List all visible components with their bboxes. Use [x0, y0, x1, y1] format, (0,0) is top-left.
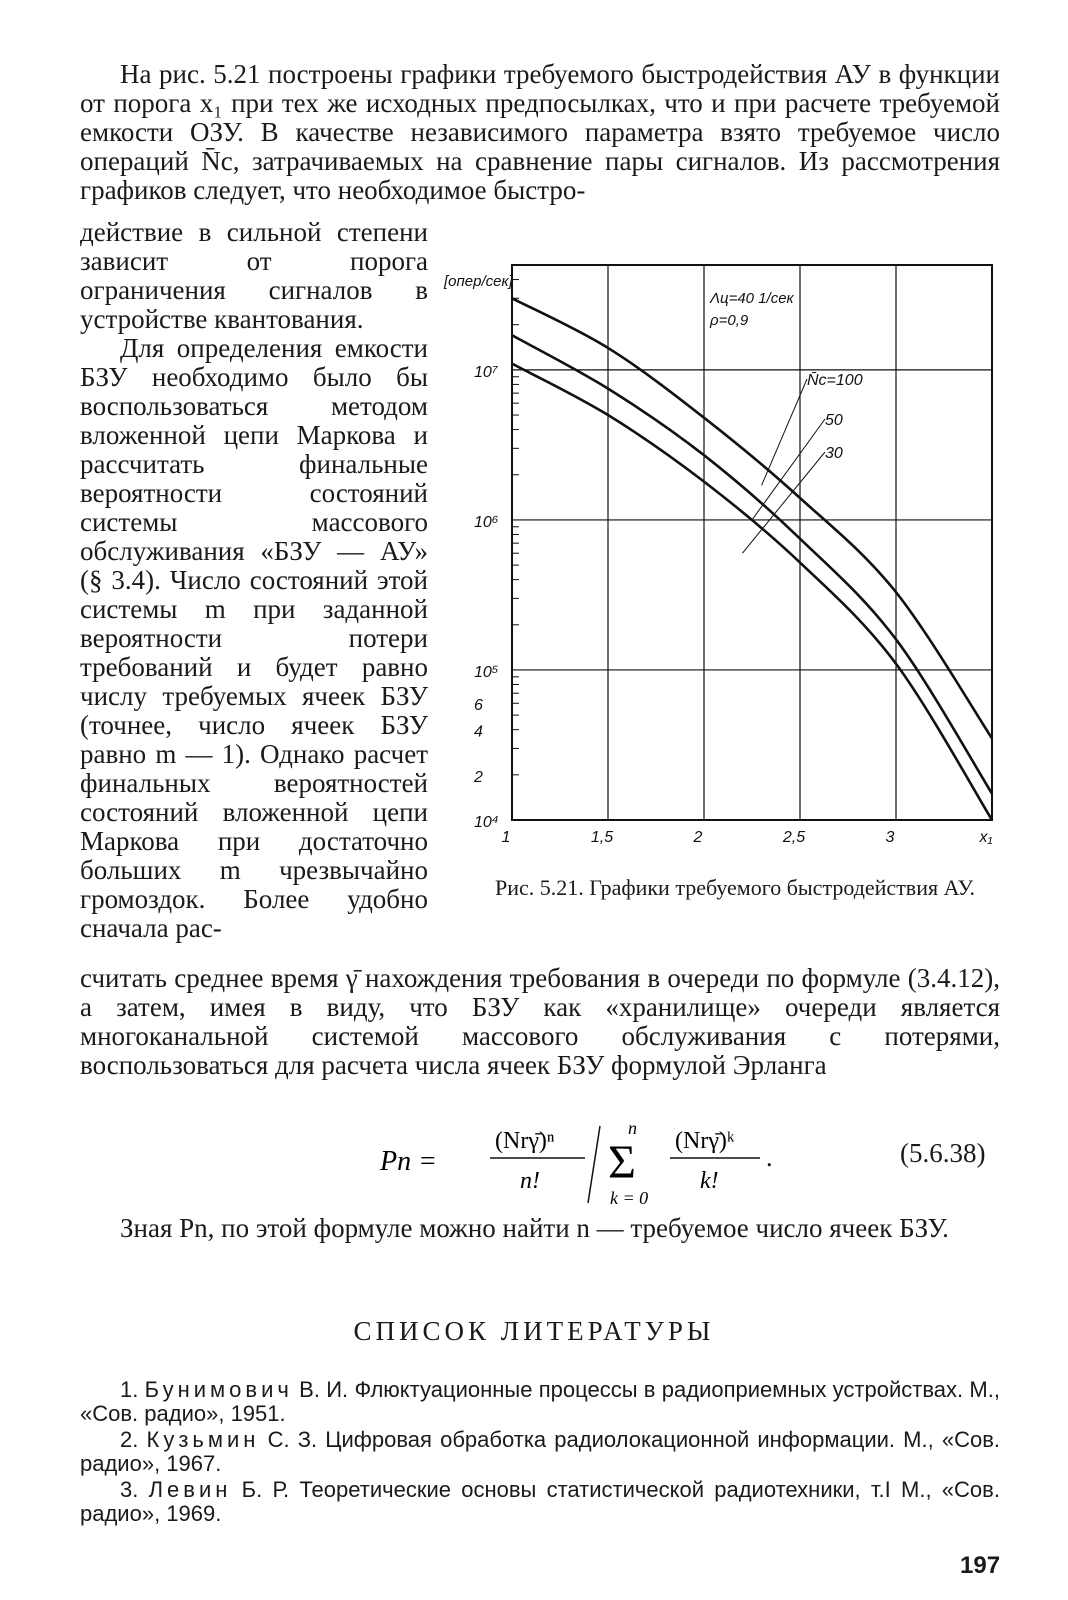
x-tick-label: 1 [501, 829, 511, 846]
continuation-paragraph: считать среднее время γ̄ нахождения требования в очереди по формуле (3.4.12), а затем, имея в виду, что БЗУ как «хранилище» очереди является многоканальной системой массового обслуживания с потерями, воспользоваться для расчета числа ячеек БЗУ формулой Эрланга [80, 963, 1000, 1080]
y-tick-label: 10⁶ [474, 513, 499, 531]
formula-numerator-2: (Nrγ̄)ᵏ [675, 1128, 735, 1154]
reference-item: 1. Бунимович В. И. Флюктуационные процессы в радиоприемных устройствах. М., «Сов. радио», 1951. [80, 1377, 1000, 1426]
y-tick-label: 6 [474, 697, 483, 715]
chart-grid [512, 265, 992, 820]
series-line [512, 364, 992, 820]
x-tick-label: 1,5 [590, 829, 614, 846]
formula-lhs: Pn = [380, 1146, 437, 1177]
reference-item: 2. Кузьмин С. З. Цифровая обработка радиолокационной информации. М., «Сов. радио», 1967. [80, 1427, 1000, 1476]
formula-numerator-1: (Nrγ̄)ⁿ [495, 1128, 555, 1154]
y-tick-label: 10⁵ [474, 663, 499, 681]
references-title: СПИСОК ЛИТЕРАТУРЫ [353, 1316, 715, 1346]
column-paragraph-1: действие в сильной степени зависит от порога ограничения сигналов в устройстве квантования. [80, 217, 428, 334]
page-number: 197 [960, 1552, 1001, 1579]
y-tick-label: 2 [474, 768, 483, 786]
y-tick-label: 4 [474, 723, 483, 741]
x-tick-label: 2 [693, 829, 703, 846]
erlang-formula [360, 1118, 880, 1208]
formula-sum-bottom: k = 0 [610, 1188, 649, 1208]
x-tick-label: 3 [885, 829, 895, 846]
chart-labels [443, 273, 993, 846]
series-leader [752, 419, 825, 520]
chart-annotation: Λц=40 1/сек [710, 290, 794, 307]
reference-item: 3. Левин Б. Р. Теоретические основы статистической радиотехники, т.I М., «Сов. радио», 1969. [80, 1477, 1000, 1526]
chart-curves [512, 298, 992, 820]
y-tick-label: 10⁷ [474, 363, 498, 381]
y-axis-label: [опер/сек] [444, 273, 513, 290]
series-line [512, 335, 992, 793]
speed-chart [440, 250, 1020, 850]
y-tick-label: 10⁴ [474, 814, 499, 831]
svg-text:.: . [766, 1143, 773, 1172]
series-label: N̄c=100 [807, 372, 863, 389]
sigma-icon: Σ [608, 1136, 636, 1189]
formula-denominator-1: n! [520, 1168, 540, 1194]
figure-caption: Рис. 5.21. Графики требуемого быстродействия АУ. [494, 875, 976, 900]
series-label: 50 [825, 412, 843, 429]
formula-denominator-2: k! [700, 1168, 719, 1194]
x-tick-label: x₁ [979, 829, 993, 846]
formula-number: (5.6.38) [900, 1138, 986, 1168]
column-paragraph-2: Для определения емкости БЗУ необходимо было бы воспользоваться методом вложенной цепи Маркова и рассчитать финальные вероятности состояний системы массового обслуживания «БЗУ — АУ» (§ 3.4). Число состояний этой системы m при заданной вероятности потери требований и будет равно числу требуемых ячеек БЗУ (точнее, число ячеек БЗУ равно m — 1). Однако расчет финальных вероятностей состояний вложенной цепи Маркова при достаточно больших m чрезвычайно громоздок. Более удобно сначала рас- [80, 333, 428, 943]
formula-sum-top: n [628, 1118, 637, 1138]
chart-annotation: ρ=0,9 [710, 312, 749, 329]
series-leader [742, 452, 825, 553]
x-tick-label: 2,5 [782, 829, 806, 846]
left-column-text [80, 218, 428, 943]
knowing-paragraph: Зная Pn, по этой формуле можно найти n — требуемое число ячеек БЗУ. [120, 1213, 949, 1243]
series-label: 30 [825, 445, 843, 462]
intro-paragraph: На рис. 5.21 построены графики требуемого быстродействия АУ в функции от порога x₁ при тех же исходных предпосылках, что и при расчете требуемой емкости ОЗУ. В качестве независимого параметра взято требуемое число операций N̄с, затрачиваемых на сравнение пары сигналов. Из рассмотрения графиков следует, что необходимое быстро- [80, 59, 1000, 205]
plot-frame [512, 265, 992, 820]
